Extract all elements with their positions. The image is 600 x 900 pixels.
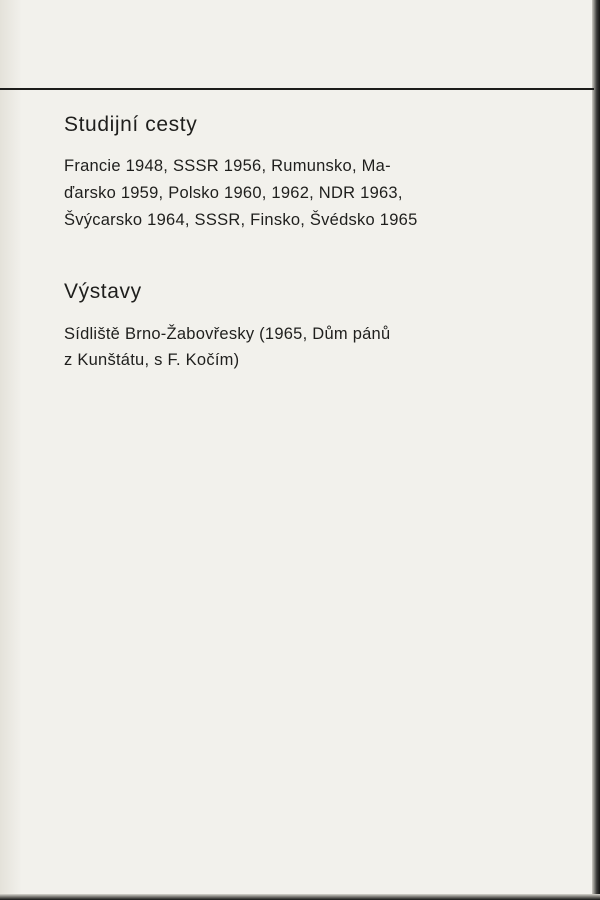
page-content — [64, 112, 494, 374]
section-body-study-trips: Francie 1948, SSSR 1956, Rumunsko, Ma- ďarsko 1959, Polsko 1960, 1962, NDR 1963, Švýcarsko 1964, SSSR, Finsko, Švédsko 1965 — [64, 157, 418, 229]
page-right-edge-shadow — [592, 0, 600, 900]
horizontal-rule — [0, 88, 594, 90]
page-left-edge-shading — [0, 0, 22, 900]
page-bottom-edge-shadow — [0, 894, 600, 900]
section-heading-study-trips: Studijní cesty — [64, 113, 198, 136]
section-heading-exhibitions: Výstavy — [64, 280, 142, 304]
section-body-exhibitions: Sídliště Brno-Žabovřesky (1965, Dům pánů z Kunštátu, s F. Kočím) — [64, 324, 391, 370]
